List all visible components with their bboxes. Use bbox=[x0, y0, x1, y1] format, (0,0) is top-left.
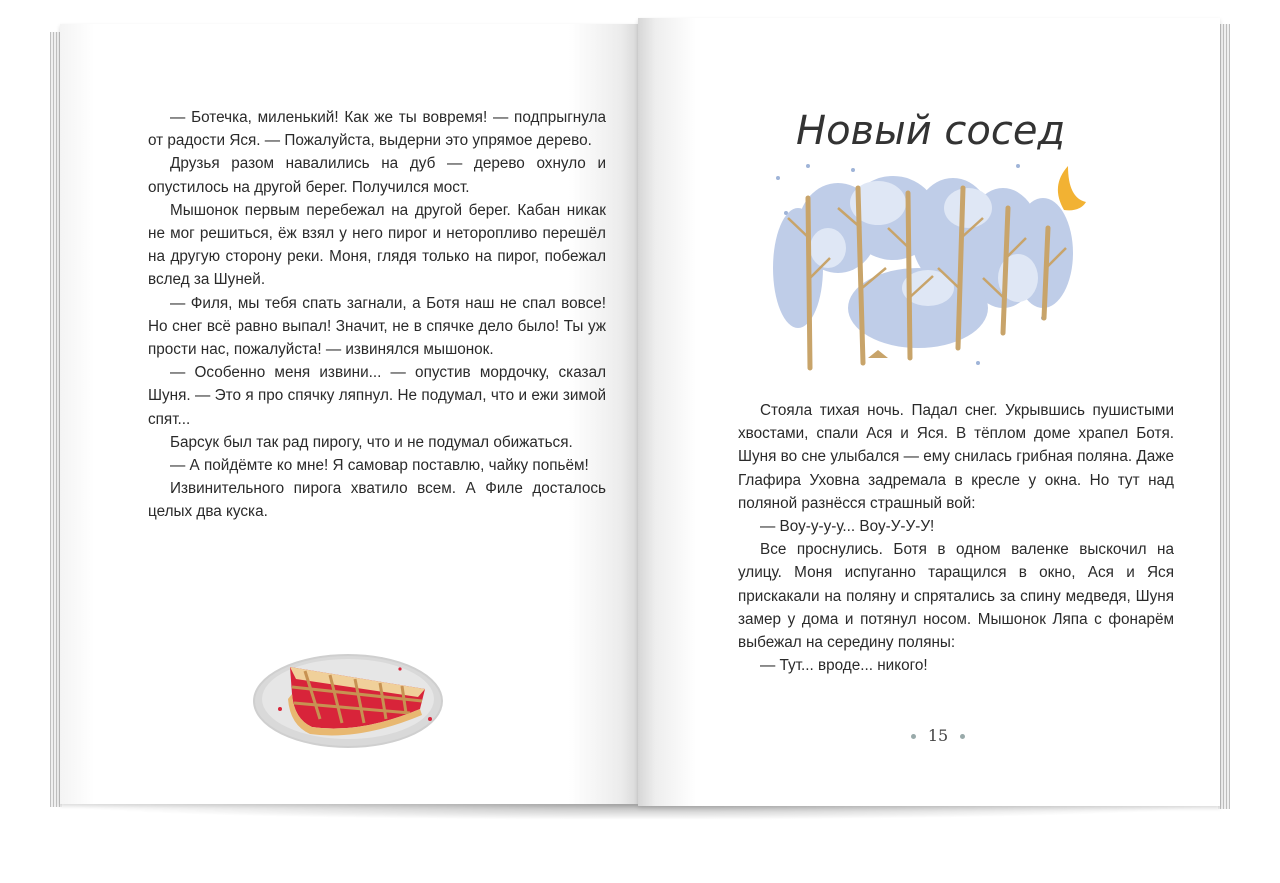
snowy-forest-illustration bbox=[768, 158, 1098, 373]
paragraph: — Особенно меня извини... — опустив мордочку, сказал Шуня. — Это я про спячку ляпнул. Не подумал, что и ежи зимой спят... bbox=[148, 364, 606, 428]
open-book bbox=[50, 18, 1230, 813]
chapter-title: Новый сосед bbox=[796, 108, 1066, 154]
paragraph: — Филя, мы тебя спать загнали, а Ботя наш не спал вовсе! Но снег всё равно выпал! Значит, не в спячке дело было! Ты уж прости нас, пожалуйста! — извинялся мышонок. bbox=[148, 294, 606, 359]
right-page-text bbox=[738, 399, 1174, 677]
moon-icon bbox=[1058, 166, 1086, 210]
left-page bbox=[60, 24, 638, 804]
left-page-text bbox=[148, 106, 606, 524]
right-page bbox=[638, 18, 1220, 806]
paragraph: Барсук был так рад пирогу, что и не подумал обижаться. bbox=[170, 433, 573, 451]
paragraph: — Воу-у-у-у... Воу-У-У-У! bbox=[760, 518, 935, 536]
paragraph: Извинительного пирога хватило всем. А Филе досталось целых два куска. bbox=[148, 480, 606, 521]
bullet-dot-icon bbox=[960, 734, 965, 739]
pie-illustration bbox=[250, 639, 450, 751]
paragraph: — А пойдёмте ко мне! Я самовар поставлю, чайку попьём! bbox=[170, 457, 589, 475]
page-number-value: 15 bbox=[927, 726, 949, 745]
paragraph: Стояла тихая ночь. Падал снег. Укрывшись пушистыми хвостами, спали Ася и Яся. В тёплом доме храпел Ботя. Шуня во сне улыбался — ему снилась грибная поляна. Даже Глафира Уховна задремала в кресле у окна. Но тут над поляной разнёсся страшный вой: bbox=[738, 402, 1174, 512]
page-number bbox=[888, 726, 988, 745]
paragraph: Все проснулись. Ботя в одном валенке выскочил на улицу. Моня испуганно таращился в окно, Ася и Яся прискакали на поляну и спрятались за спину медведя, Шуня замер у дома и потянул носом. Мышонок Ляпа с фонарём выбежал на середину поляны: bbox=[738, 541, 1174, 652]
bullet-dot-icon bbox=[911, 734, 916, 739]
paragraph: — Ботечка, миленький! Как же ты вовремя! — подпрыгнула от радости Яся. — Пожалуйста, выдерни это упрямое дерево. bbox=[148, 109, 606, 150]
paragraph: Мышонок первым перебежал на другой берег. Кабан никак не мог решиться, ёж взял у него пирог и неторопливо перешёл на другую сторону реки. Моня, глядя только на пирог, побежал вслед за Шуней. bbox=[148, 201, 606, 289]
paragraph: — Тут... вроде... никого! bbox=[760, 657, 928, 675]
paragraph: Друзья разом навалились на дуб — дерево охнуло и опустилось на другой берег. Получился мост. bbox=[148, 155, 606, 196]
